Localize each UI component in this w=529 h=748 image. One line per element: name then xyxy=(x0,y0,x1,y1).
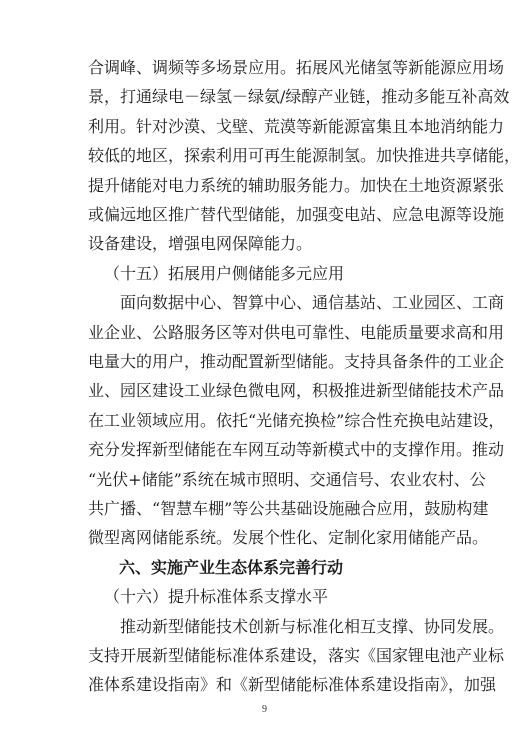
paragraph-1-line-3: 利用。针对沙漠、戈壁、荒漠等新能源富集且本地消纳能力 xyxy=(88,117,505,136)
paragraph-1-line-2: 景，打通绿电－绿氢－绿氨/绿醇产业链，推动多能互补高效 xyxy=(88,87,510,106)
chapter-6-heading: 六、实施产业生态体系完善行动 xyxy=(119,558,344,577)
paragraph-1-line-7: 设备建设，增强电网保障能力。 xyxy=(88,234,313,253)
paragraph-2-line-8: 共广播、“智慧车棚”等公共基础设施融合应用，鼓励构建 xyxy=(88,499,489,518)
section-16-heading: （十六）提升标准体系支撑水平 xyxy=(104,587,329,606)
paragraph-1-line-4: 较低的地区，探索利用可再生能源制氢。加快推进共享储能， xyxy=(88,146,521,165)
paragraph-2-line-2: 业企业、公路服务区等对供电可靠性、电能质量要求高和用 xyxy=(88,323,505,342)
paragraph-3-line-3: 准体系建设指南》和《新型储能标准体系建设指南》，加强 xyxy=(88,675,497,694)
page-number: 9 xyxy=(262,704,267,715)
paragraph-2-line-6: 充分发挥新型储能在车网互动等新模式中的支撑作用。推动 xyxy=(88,440,505,459)
paragraph-1-line-6: 或偏远地区推广替代型储能，加强变电站、应急电源等设施 xyxy=(88,205,505,224)
paragraph-1-line-5: 提升储能对电力系统的辅助服务能力。加快在土地资源紧张 xyxy=(88,176,505,195)
paragraph-3-line-2: 支持开展新型储能标准体系建设，落实《国家锂电池产业标 xyxy=(88,646,505,665)
paragraph-2-line-7: “光伏+储能”系统在城市照明、交通信号、农业农村、公 xyxy=(88,470,486,489)
paragraph-3-line-1: 推动新型储能技术创新与标准化相互支撑、协同发展。 xyxy=(120,617,505,636)
paragraph-2-line-9: 微型离网储能系统。发展个性化、定制化家用储能产品。 xyxy=(88,528,489,547)
paragraph-2-line-5: 在工业领域应用。依托“光储充换检”综合性充换电站建设， xyxy=(88,411,505,430)
paragraph-2-line-1: 面向数据中心、智算中心、通信基站、工业园区、工商 xyxy=(120,293,505,312)
paragraph-2-line-4: 业、园区建设工业绿色微电网，积极推进新型储能技术产品 xyxy=(88,381,505,400)
paragraph-2-line-3: 电量大的用户，推动配置新型储能。支持具备条件的工业企 xyxy=(88,352,505,371)
section-15-heading: （十五）拓展用户侧储能多元应用 xyxy=(104,264,345,283)
paragraph-1-line-1: 合调峰、调频等多场景应用。拓展风光储氢等新能源应用场 xyxy=(88,58,505,77)
